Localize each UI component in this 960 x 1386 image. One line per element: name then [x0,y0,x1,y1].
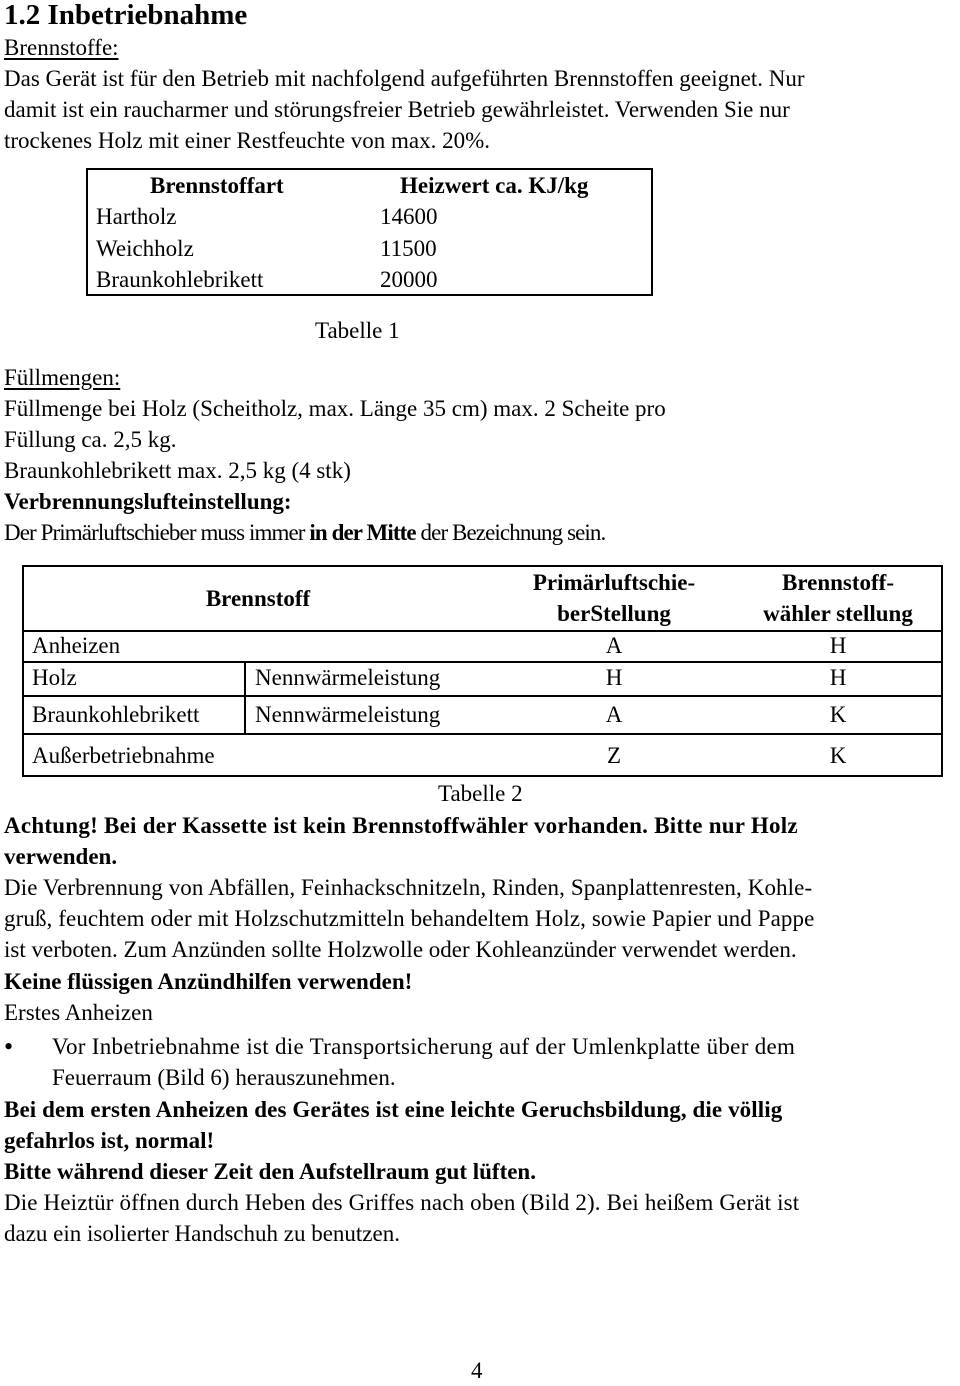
table2-cell-mode: Nennwärmeleistung [255,665,441,690]
table2-cell-primary: A [605,633,623,658]
air-sentence [4,517,605,548]
page-number: 4 [471,1358,483,1383]
bullet-line: Feuerraum (Bild 6) herauszunehmen. [52,1065,396,1090]
table2-cell-fuel: Holz [32,665,77,690]
table1-cell: Hartholz [96,204,177,229]
table1-cell: 14600 [380,204,438,229]
table2-cell-selector: K [829,743,847,768]
table2-header-selector-line1: Brennstoff- [781,570,894,595]
bullet-line: Vor Inbetriebnahme ist die Transportsicherung auf der Umlenkplatte über dem [52,1034,796,1059]
air-heading: Verbrennungslufteinstellung: [4,489,292,514]
table1-cell: Weichholz [96,236,194,261]
section-title: 1.2 Inbetriebnahme [4,0,248,31]
combustion-warning: Keine flüssigen Anzündhilfen verwenden! [4,969,413,994]
door-line: Die Heiztür öffnen durch Heben des Griffes nach oben (Bild 2). Bei heißem Gerät ist [4,1190,800,1215]
fill-line: Braunkohlebrikett max. 2,5 kg (4 stk) [4,458,351,483]
table2-cell-fuel: Anheizen [32,633,121,658]
table1-cell: 20000 [380,267,438,292]
fill-heading: Füllmengen: [4,365,121,390]
fuels-paragraph-line: damit ist ein raucharmer und störungsfreier Betrieb gewährleistet. Verwenden Sie nur [4,97,790,122]
warning-line: verwenden. [4,844,118,869]
table2-cell-primary: Z [606,743,622,768]
table1-caption: Tabelle 1 [315,318,400,343]
combustion-line: ist verboten. Zum Anzünden sollte Holzwolle oder Kohleanzünder verwendet werden. [4,937,797,962]
table2-cell-selector: H [829,665,847,690]
door-line: dazu ein isolierter Handschuh zu benutzen. [4,1221,400,1246]
table1-cell: 11500 [380,236,437,261]
table1-header-fuel-type: Brennstoffart [150,173,284,198]
table1-header-calorific-value: Heizwert ca. KJ/kg [400,173,589,198]
first-heating-heading: Erstes Anheizen [4,1000,153,1025]
table2-cell-mode: Nennwärmeleistung [255,702,441,727]
fill-line: Füllung ca. 2,5 kg. [4,427,177,452]
air-setting-table [22,565,943,777]
fuels-heading: Brennstoffe: [4,35,119,60]
table2-cell-fuel: Außerbetriebnahme [32,743,215,768]
warning-line: Achtung! Bei der Kassette ist kein Brennstoffwähler vorhanden. Bitte nur Holz [4,813,798,838]
table2-column-divider [244,661,246,733]
smell-notice-line: Bei dem ersten Anheizen des Gerätes ist eine leichte Geruchsbildung, die völlig [4,1097,783,1122]
table2-cell-primary: H [605,665,623,690]
table2-caption: Tabelle 2 [438,781,523,806]
table2-cell-selector: K [829,702,847,727]
table2-header-primary-line1: Primärluftschie- [532,570,696,595]
combustion-line: Die Verbrennung von Abfällen, Feinhackschnitzeln, Rinden, Spanplattenresten, Kohle- [4,875,813,900]
air-sentence-pre: Der Primärluftschieber muss immer [4,520,310,545]
table2-row-divider [24,695,941,697]
combustion-line: gruß, feuchtem oder mit Holzschutzmitteln behandeltem Holz, sowie Papier und Pappe [4,906,815,931]
air-sentence-post: der Bezeichnung sein. [415,520,606,545]
smell-notice-line: gefahrlos ist, normal! [4,1128,215,1153]
fuels-paragraph-line: trockenes Holz mit einer Restfeuchte von max. 20%. [4,128,491,153]
table2-header-selector-line2: wähler stellung [763,601,913,626]
table2-row-divider [24,733,941,735]
fill-line: Füllmenge bei Holz (Scheitholz, max. Länge 35 cm) max. 2 Scheite pro [4,396,666,421]
ventilation-notice: Bitte während dieser Zeit den Aufstellraum gut lüften. [4,1159,536,1184]
table1-cell: Braunkohlebrikett [96,267,264,292]
calorific-value-table [86,168,653,296]
table2-cell-selector: H [829,633,847,658]
table2-cell-fuel: Braunkohlebrikett [32,702,200,727]
bullet-icon: • [4,1032,14,1061]
fuels-paragraph-line: Das Gerät ist für den Betrieb mit nachfolgend aufgeführten Brennstoffen geeignet. Nur [4,66,805,91]
table2-header-primary-line2: berStellung [557,601,671,626]
table2-header-fuel: Brennstoff [205,586,311,611]
air-sentence-bold: in der Mitte [309,520,416,545]
table2-cell-primary: A [605,702,623,727]
